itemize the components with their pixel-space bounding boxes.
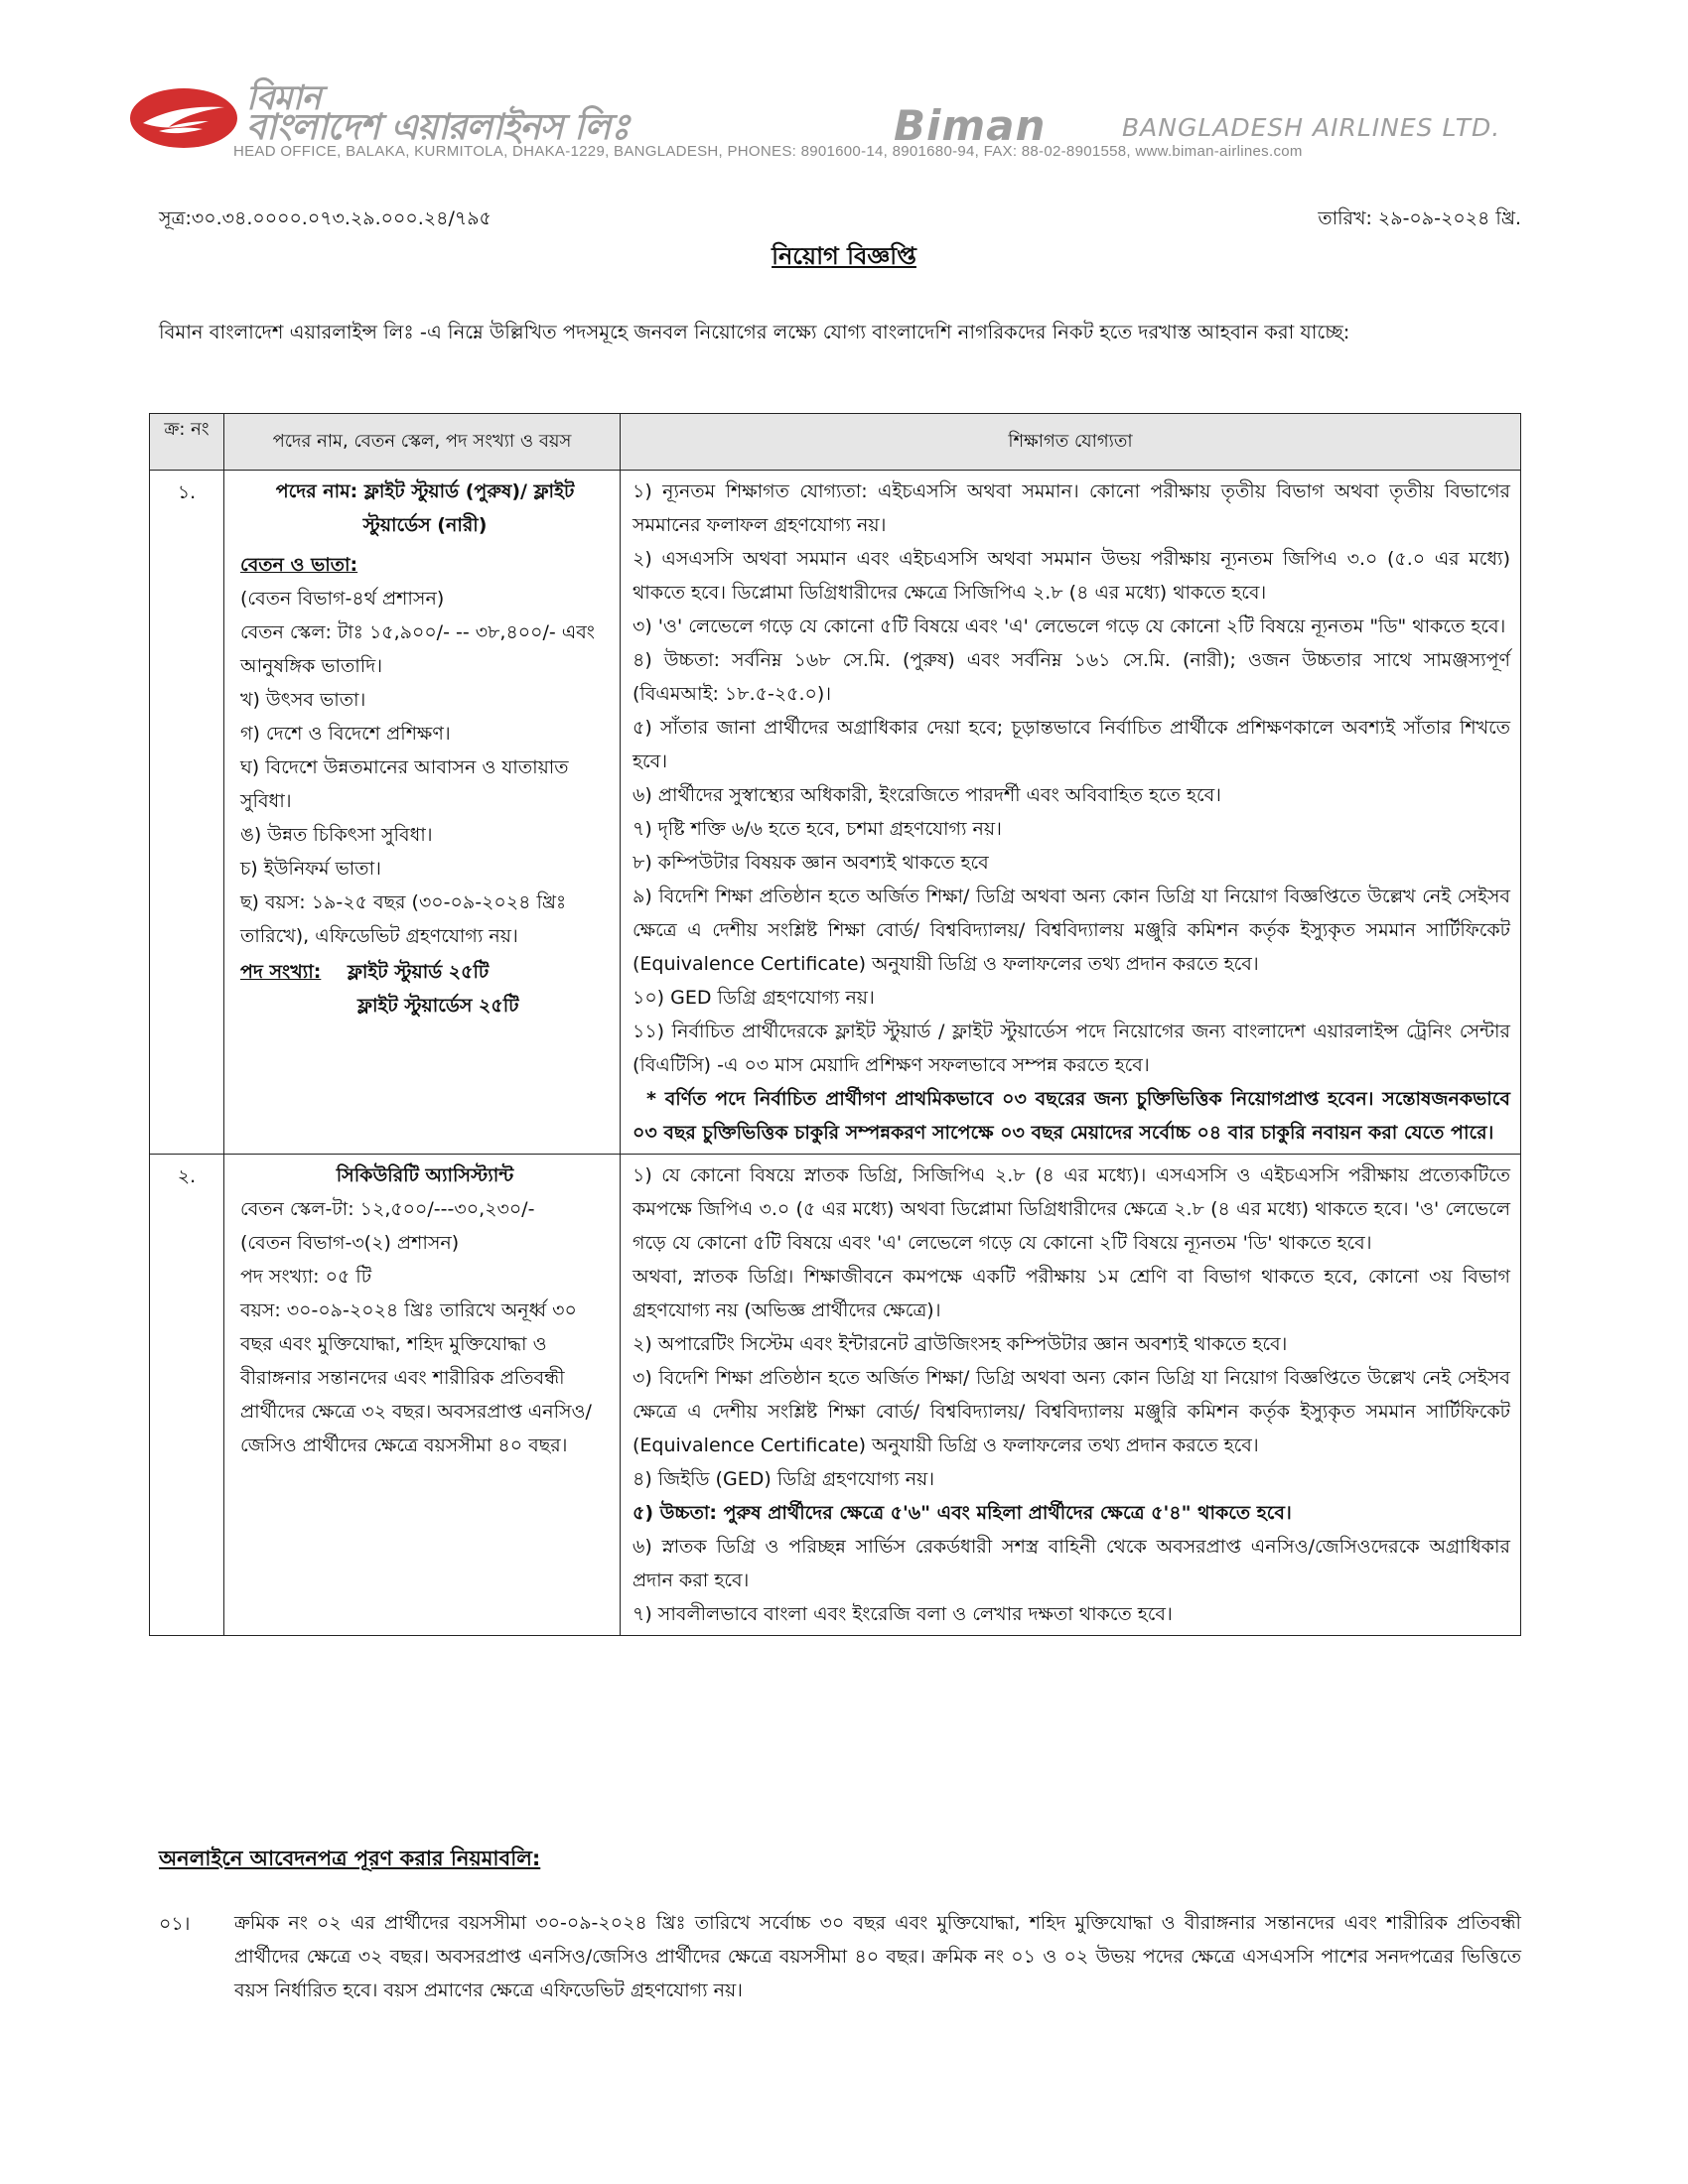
reference-number: সূত্র:৩০.৩৪.০০০০.০৭৩.২৯.০০০.২৪/৭৯৫ [159,207,492,229]
table-header-row [150,414,1521,471]
row-serial: ১. [150,471,224,1155]
qualification-items-more [633,1530,1510,1631]
qualification-item: ১) ন্যূনতম শিক্ষাগত যোগ্যতা: এইচএসসি অথবা সমমান। কোনো পরীক্ষায় তৃতীয় বিভাগ অথবা তৃতীয় বিভাগের সমমানের ফলাফল গ্রহণযোগ্য নয়। [633,480,1510,536]
salary-heading: বেতন ও ভাতা: [240,554,358,576]
header-serial: ক্র: নং [150,414,224,471]
list-item: চ) ইউনিফর্ম ভাতা। [240,858,381,880]
qualification-item: ৪) জিইডি (GED) ডিগ্রি গ্রহণযোগ্য নয়। [633,1468,935,1490]
online-rules-title-text: অনলাইনে আবেদনপত্র পূরণ করার নিয়মাবলি: [159,1846,541,1870]
qualification-item: ৬) প্রার্থীদের সুস্বাস্থ্যের অধিকারী, ইংরেজিতে পারদর্শী এবং অবিবাহিত হতে হবে। [633,784,1221,806]
post-details [224,471,621,1155]
post-count-steward: ফ্লাইট স্টুয়ার্ড ২৫টি [347,961,490,983]
post-title: সিকিউরিটি অ্যাসিস্ট্যান্ট [336,1164,514,1186]
online-rules-title [159,1843,540,1877]
list-item: ঙ) উন্নত চিকিৎসা সুবিধা। [240,824,433,846]
qualification-item: ৬) স্নাতক ডিগ্রি ও পরিচ্ছন্ন সার্ভিস রেকর্ডধারী সশস্ত্র বাহিনী থেকে অবসরপ্রাপ্ত এনসিও/জেসিওদেরকে অগ্রাধিকার প্রদান করা হবে। [633,1536,1510,1591]
qualification-item: ১১) নির্বাচিত প্রার্থীদেরকে ফ্লাইট স্টুয়ার্ড / ফ্লাইট স্টুয়ার্ডেস পদে নিয়োগের জন্য বাংলাদেশ এয়ারলাইন্স ট্রেনিং সেন্টার (বিএটিসি) -এ ০৩ মাস মেয়াদি প্রশিক্ষণ সফলভাবে সম্পন্ন করতে হবে। [633,1021,1510,1076]
list-item: ছ) বয়স: ১৯-২৫ বছর (৩০-০৯-২০২৪ খ্রিঃ তারিখে), এফিডেভিট গ্রহণযোগ্য নয়। [240,891,567,947]
qualification-items [633,1159,1510,1496]
qualification-items [633,475,1510,1082]
qualification-item: ২) অপারেটিং সিস্টেম এবং ইন্টারনেট ব্রাউজিংসহ কম্পিউটার জ্ঞান অবশ্যই থাকতে হবে। [633,1333,1288,1355]
list-item: বেতন স্কেল-টা: ১২,৫০০/---৩০,২৩০/- [240,1198,535,1220]
header-post: পদের নাম, বেতন স্কেল, পদ সংখ্যা ও বয়স [224,414,621,471]
qualification-list [621,1155,1521,1636]
table-row [150,1155,1521,1636]
post-count [240,955,610,989]
post-count-label: পদ সংখ্যা: [240,961,322,983]
qualification-item: ১) যে কোনো বিষয়ে স্নাতক ডিগ্রি, সিজিপিএ ২.৮ (৪ এর মধ্যে)। এসএসসি ও এইচএসসি পরীক্ষায় প্রত্যেকটিতে কমপক্ষে জিপিএ ৩.০ (৫ এর মধ্যে) অথবা ডিপ্লোমা ডিগ্রিধারীদের ক্ষেত্রে ২.৮ (৪ এর মধ্যে) থাকতে হবে। 'ও' লেভেলে গড়ে যে কোনো ৫টি বিষয়ে এবং 'এ' লেভেলে গড়ে যে কোনো ২টি বিষয়ে ন্যূনতম 'ডি' থাকতে হবে। [633,1164,1510,1254]
qualification-item: ৫) সাঁতার জানা প্রার্থীদের অগ্রাধিকার দেয়া হবে; চূড়ান্তভাবে নির্বাচিত প্রার্থীকে প্রশিক্ষণকালে অবশ্যই সাঁতার শিখতে হবে। [633,717,1510,772]
list-item: বেতন স্কেল: টাঃ ১৫,৯০০/- -- ৩৮,৪০০/- এবং আনুষঙ্গিক ভাতাদি। [240,621,595,677]
letterhead [129,79,1579,169]
qualification-item: ১০) GED ডিগ্রি গ্রহণযোগ্য নয়। [633,987,875,1009]
list-item: (বেতন বিভাগ-৩(২) প্রশাসন) [240,1232,460,1254]
contract-note: * বর্ণিত পদে নির্বাচিত প্রার্থীগণ প্রাথমিকভাবে ০৩ বছরের জন্য চুক্তিভিত্তিক নিয়োগপ্রাপ্ত হবেন। সন্তোষজনকভাবে ০৩ বছর চুক্তিভিত্তিক চাকুরি সম্পন্নকরণ সাপেক্ষে ০৩ বছর মেয়াদের সর্বোচ্চ ০৪ বার চাকুরি নবায়ন করা যেতে পারে। [633,1088,1510,1144]
list-item: ঘ) বিদেশে উন্নতমানের আবাসন ও যাতায়াত সুবিধা। [240,756,569,812]
company-name-biman: Biman [894,101,1047,150]
qualification-item: ৭) দৃষ্টি শক্তি ৬/৬ হতে হবে, চশমা গ্রহণযোগ্য নয়। [633,818,1002,840]
qualification-item: ৩) বিদেশি শিক্ষা প্রতিষ্ঠান হতে অর্জিত শিক্ষা/ ডিগ্রি অথবা অন্য কোন ডিগ্রি যা নিয়োগ বিজ্ঞপ্তিতে উল্লেখ নেই সেইসব ক্ষেত্রে এ দেশীয় সংশ্লিষ্ট শিক্ষা বোর্ড/ বিশ্ববিদ্যালয়/ বিশ্ববিদ্যালয় মঞ্জুরি কমিশন কর্তৃক ইস্যুকৃত সমমান সার্টিফিকেট (Equivalence Certificate) অনুযায়ী ডিগ্রি ও ফলাফলের তথ্য প্রদান করতে হবে। [633,1367,1510,1456]
rule-text: ক্রমিক নং ০২ এর প্রার্থীদের বয়সসীমা ৩০-০৯-২০২৪ খ্রিঃ তারিখে সর্বোচ্চ ৩০ বছর এবং মুক্তিযোদ্ধা, শহিদ মুক্তিযোদ্ধা ও বীরাঙ্গনার সন্তানদের এবং শারীরিক প্রতিবন্ধী প্রার্থীদের ক্ষেত্রে ৩২ বছর। অবসরপ্রাপ্ত এনসিও/জেসিও প্রার্থীদের ক্ষেত্রে বয়সসীমা ৪০ বছর। ক্রমিক নং ০১ ও ০২ উভয় পদের ক্ষেত্রে এসএসসি পাশের সনদপত্রের ভিত্তিতে বয়স নির্ধারিত হবে। বয়স প্রমাণের ক্ষেত্রে এফিডেভিট গ্রহণযোগ্য নয়। [234,1912,1521,2001]
qualification-item: ৪) উচ্চতা: সর্বনিম্ন ১৬৮ সে.মি. (পুরুষ) এবং সর্বনিম্ন ১৬১ সে.মি. (নারী); ওজন উচ্চতার সাথে সামঞ্জস্যপূর্ণ (বিএমআই: ১৮.৫-২৫.০)। [633,649,1510,705]
list-item: বয়স: ৩০-০৯-২০২৪ খ্রিঃ তারিখে অনূর্ধ্ব ৩০ বছর এবং মুক্তিযোদ্ধা, শহিদ মুক্তিযোদ্ধা ও বীরাঙ্গনার সন্তানদের এবং শারীরিক প্রতিবন্ধী প্রার্থীদের ক্ষেত্রে ৩২ বছর। অবসরপ্রাপ্ত এনসিও/জেসিও প্রার্থীদের ক্ষেত্রে বয়সসীমা ৪০ বছর। [240,1299,592,1456]
list-item: খ) উৎসব ভাতা। [240,689,366,711]
row-serial: ২. [150,1155,224,1636]
qualification-item: ৮) কম্পিউটার বিষয়ক জ্ঞান অবশ্যই থাকতে হবে [633,852,989,874]
list-item: পদ সংখ্যা: ০৫ টি [240,1266,372,1288]
post-title: পদের নাম: ফ্লাইট স্টুয়ার্ড (পুরুষ)/ ফ্লাইট স্টুয়ার্ডেস (নারী) [275,480,575,536]
qualification-item: ৩) 'ও' লেভেলে গড়ে যে কোনো ৫টি বিষয়ে এবং 'এ' লেভেলে গড়ে যে কোনো ২টি বিষয়ে ন্যূনতম "ডি" থাকতে হবে। [633,615,1506,637]
salary-benefits-list [240,582,610,953]
header-qualification: শিক্ষাগত যোগ্যতা [621,414,1521,471]
post-details [224,1155,621,1636]
company-name-english: BANGLADESH AIRLINES LTD. [1122,113,1501,142]
post-info-list [240,1192,610,1462]
list-item: গ) দেশে ও বিদেশে প্রশিক্ষণ। [240,723,451,745]
company-name-bangla-line2: বাংলাদেশ এয়ারলাইনস লিঃ [246,107,630,148]
biman-logo-icon [129,87,238,149]
rule-number: ০১। [159,1913,191,1935]
notice-date: তারিখ: ২৯-০৯-২০২৪ খ্রি. [1318,207,1521,229]
qualification-item: ২) এসএসসি অথবা সমমান এবং এইচএসসি অথবা সমমান উভয় পরীক্ষায় ন্যূনতম জিপিএ ৩.০ (৫.০ এর মধ্যে) থাকতে হবে। ডিপ্লোমা ডিগ্রিধারীদের ক্ষেত্রে সিজিপিএ ২.৮ (৪ এর মধ্যে) থাকতে হবে। [633,548,1510,604]
list-item: (বেতন বিভাগ-৪র্থ প্রশাসন) [240,588,445,610]
qualification-item: অথবা, স্নাতক ডিগ্রি। শিক্ষাজীবনে কমপক্ষে একটি পরীক্ষায় ১ম শ্রেণি বা বিভাগ থাকতে হবে, কোনো ৩য় বিভাগ গ্রহণযোগ্য নয় (অভিজ্ঞ প্রার্থীদের ক্ষেত্রে)। [633,1266,1510,1321]
notice-title [0,238,1688,278]
company-name-bangla-line1: বিমান [246,78,321,118]
intro-paragraph: বিমান বাংলাদেশ এয়ারলাইন্স লিঃ -এ নিম্নে উল্লিখিত পদসমূহে জনবল নিয়োগের লক্ষ্যে যোগ্য বাংলাদেশি নাগরিকদের নিকট হতে দরখাস্ত আহবান করা যাচ্ছে: [159,321,1350,343]
post-count-stewardess: ফ্লাইট স্টুয়ার্ডেস ২৫টি [357,995,519,1017]
company-name-bangla [246,78,763,148]
notice-title-text: নিয়োগ বিজ্ঞপ্তি [772,242,916,270]
height-requirement: ৫) উচ্চতা: পুরুষ প্রার্থীদের ক্ষেত্রে ৫'৬" এবং মহিলা প্রার্থীদের ক্ষেত্রে ৫'৪" থাকতে হবে। [633,1502,1292,1524]
vacancy-table [149,413,1521,1636]
head-office-address: HEAD OFFICE, BALAKA, KURMITOLA, DHAKA-1229, BANGLADESH, PHONES: 8901600-14, 8901680-94, FAX: 88-02-8901558, www.biman-airlines.com [233,143,1303,160]
qualification-item: ৯) বিদেশি শিক্ষা প্রতিষ্ঠান হতে অর্জিত শিক্ষা/ ডিগ্রি অথবা অন্য কোন ডিগ্রি যা নিয়োগ বিজ্ঞপ্তিতে উল্লেখ নেই সেইসব ক্ষেত্রে এ দেশীয় সংশ্লিষ্ট শিক্ষা বোর্ড/ বিশ্ববিদ্যালয়/ বিশ্ববিদ্যালয় মঞ্জুরি কমিশন কর্তৃক ইস্যুকৃত সমমান সার্টিফিকেট (Equivalence Certificate) অনুযায়ী ডিগ্রি ও ফলাফলের তথ্য প্রদান করতে হবে। [633,886,1510,975]
qualification-item: ৭) সাবলীলভাবে বাংলা এবং ইংরেজি বলা ও লেখার দক্ষতা থাকতে হবে। [633,1603,1173,1625]
table-row [150,471,1521,1155]
qualification-list [621,471,1521,1155]
